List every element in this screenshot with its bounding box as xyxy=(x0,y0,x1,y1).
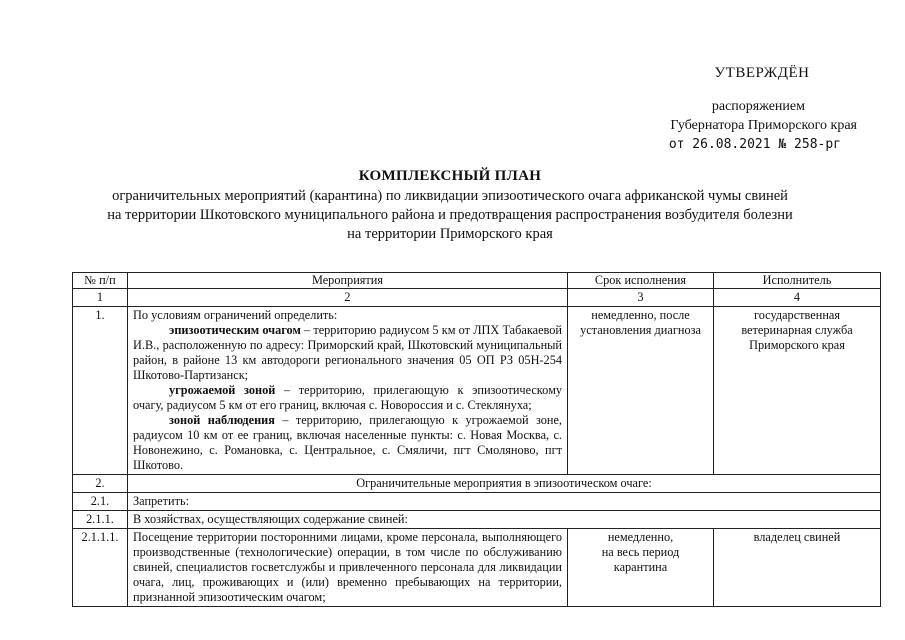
approved-label: УТВЕРЖДЁН xyxy=(714,65,810,81)
column-number-2: 2 xyxy=(128,289,568,307)
term-threatened-zone-definition: – территорию, прилегающую к эпизоотическому очагу, радиусом 5 км от его границ, включая с. Новороссия и с. Стеклянуха; xyxy=(133,383,562,412)
deadline-line-3: карантина xyxy=(613,560,668,574)
column-number-3: 3 xyxy=(568,289,714,307)
column-number-1: 1 xyxy=(73,289,128,307)
approval-date-number: от 26.08.2021 № 258-рг xyxy=(668,137,841,152)
plan-title-block xyxy=(60,168,840,244)
row-number: 1. xyxy=(73,307,128,475)
plan-subtitle-line-2: на территории Шкотовского муниципального района и предотвращения распространения возбудителя болезни xyxy=(107,207,793,223)
table-header-row xyxy=(73,273,881,289)
section-heading: Ограничительные мероприятия в эпизоотическом очаге: xyxy=(128,475,881,493)
approval-line-governor: Губернатора Приморского края xyxy=(670,118,857,133)
header-number: № п/п xyxy=(73,273,128,289)
row-number: 2.1. xyxy=(73,493,128,511)
approval-block xyxy=(597,64,857,154)
row-executor: владелец свиней xyxy=(714,529,881,607)
term-outbreak: эпизоотическим очагом xyxy=(169,323,301,337)
column-number-4: 4 xyxy=(714,289,881,307)
plan-table xyxy=(72,272,881,607)
table-row xyxy=(73,475,881,493)
row-measure-text: Посещение территории посторонними лицами, кроме персонала, выполняющего производственные (технологические) операции, в том числе по обслуживанию свиней, специалистов госветслужбы и привлеченного персонала для ликвидации очага, лиц, проживающих и (или) временно пребывающих на территории, признанной эпизоотическим очагом; xyxy=(128,529,568,607)
term-threatened-zone: угрожаемой зоной xyxy=(169,383,276,397)
term-observation-zone: зоной наблюдения xyxy=(169,413,275,427)
table-row xyxy=(73,529,881,607)
table-row xyxy=(73,493,881,511)
row-number: 2. xyxy=(73,475,128,493)
subsection-text: В хозяйствах, осуществляющих содержание свиней: xyxy=(128,511,881,529)
header-measures: Мероприятия xyxy=(128,273,568,289)
measure-paragraph-observation-zone xyxy=(133,413,562,473)
plan-subtitle-line-3: на территории Приморского края xyxy=(347,226,553,242)
deadline-line-1: немедленно, xyxy=(607,530,674,544)
deadline-line-2: на весь период xyxy=(601,545,680,559)
measure-paragraph-outbreak xyxy=(133,323,562,383)
row-measure-text xyxy=(128,307,568,475)
row-number: 2.1.1.1. xyxy=(73,529,128,607)
plan-title: КОМПЛЕКСНЫЙ ПЛАН xyxy=(358,168,542,184)
header-executor: Исполнитель xyxy=(714,273,881,289)
row-number: 2.1.1. xyxy=(73,511,128,529)
plan-subtitle-line-1: ограничительных мероприятий (карантина) по ликвидации эпизоотического очага африканской чумы свиней xyxy=(112,188,788,204)
row-deadline xyxy=(568,529,714,607)
subsection-heading: Запретить: xyxy=(128,493,881,511)
measure-paragraph-threatened-zone xyxy=(133,383,562,413)
table-row xyxy=(73,511,881,529)
table-column-number-row xyxy=(73,289,881,307)
term-outbreak-definition: – территорию радиусом 5 км от ЛПХ Табакаевой И.В., расположенную по адресу: Приморский край, Шкотовский муниципальный район, в районе 13 км автодороги регионального значения 05 ОП РЗ 05Н-254 Шкотово-Партизанск; xyxy=(133,323,563,382)
row-deadline: немедленно, после установления диагноза xyxy=(568,307,714,475)
term-observation-zone-definition: – территорию, прилегающую к угрожаемой зоне, радиусом 10 км от ее границ, включая населенные пункты: с. Новая Москва, с. Новонежино, с. Романовка, с. Центральное, с. Смяличи, пгт Смоляново, пгт Шкотово. xyxy=(133,413,562,472)
measure-intro: По условиям ограничений определить: xyxy=(133,308,338,322)
table-row xyxy=(73,307,881,475)
row-executor: государственная ветеринарная служба Приморского края xyxy=(714,307,881,475)
header-deadline: Срок исполнения xyxy=(568,273,714,289)
approval-line-order: распоряжением xyxy=(711,99,805,114)
